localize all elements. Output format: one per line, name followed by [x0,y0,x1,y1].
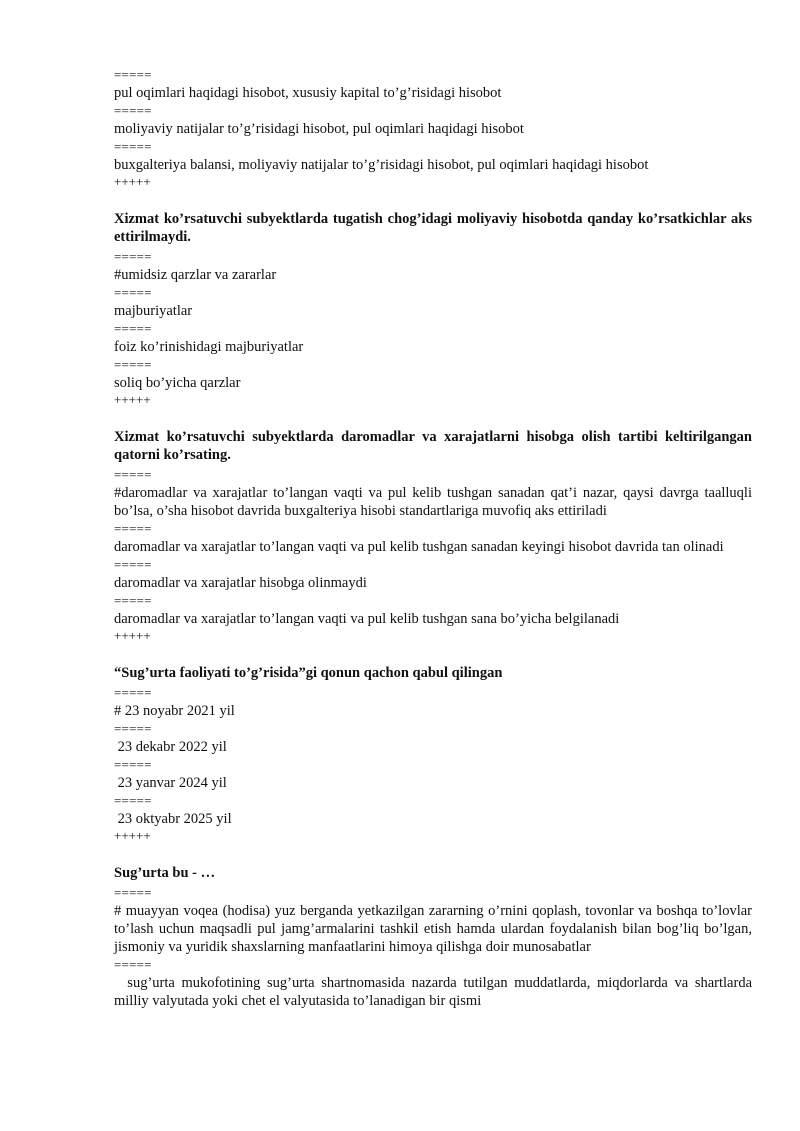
answer-option: daromadlar va xarajatlar hisobga olinmaydi [114,575,367,591]
option-separator: ===== [114,757,152,772]
answer-option: soliq bo’yicha qarzlar [114,375,241,391]
question-end-marker: +++++ [114,392,151,407]
question-end-marker: +++++ [114,628,151,643]
answer-option: #daromadlar va xarajatlar to’langan vaqti va pul kelib tushgan sanadan qat’i nazar, qaysi davrga taalluqli bo’lsa, o’sha hisobot davrida buxgalteriya hisobi standartlariga muvofiq aks ettiriladi [114,485,752,519]
answer-option: 23 dekabr 2022 yil [114,739,227,755]
option-separator: ===== [114,521,152,536]
question-end-marker: +++++ [114,174,151,189]
option-separator: ===== [114,557,152,572]
answer-option: buxgalteriya balansi, moliyaviy natijalar to’g’risidagi hisobot, pul oqimlari haqidagi hisobot [114,157,649,173]
answer-option: # muayyan voqea (hodisa) yuz berganda yetkazilgan zararning o’rnini qoplash, tovonlar va boshqa to’lovlar to’lash uchun maqsadli pul jamg’armalarini tashkil etish hamda ulardan foydalanish bilan bog’liq bo’lgan, jismoniy va yuridik shaxslarning manfaatlarini himoya qilishga doir munosabatlar [114,903,752,955]
option-separator: ===== [114,885,152,900]
question-block [114,428,752,644]
option-separator: ===== [114,249,152,264]
option-separator: ===== [114,321,152,336]
answer-option: majburiyatlar [114,303,193,319]
option-separator: ===== [114,285,152,300]
option-separator: ===== [114,685,152,700]
option-separator: ===== [114,103,152,118]
question-block [114,864,756,1010]
option-separator: ===== [114,721,152,736]
answer-option: 23 oktyabr 2025 yil [114,811,232,827]
answer-option: 23 yanvar 2024 yil [114,775,227,791]
option-separator: ===== [114,467,152,482]
option-separator: ===== [114,957,152,972]
question-text: “Sug’urta faoliyati to’g’risida”gi qonun qachon qabul qilingan [114,665,503,681]
option-separator: ===== [114,793,152,808]
answer-option: daromadlar va xarajatlar to’langan vaqti va pul kelib tushgan sana bo’yicha belgilanadi [114,611,620,627]
option-separator: ===== [114,67,152,82]
question-text: Xizmat ko’rsatuvchi subyektlarda tugatish chog’idagi moliyaviy hisobotda qanday ko’rsatkichlar aks ettirilmaydi. [114,211,752,245]
answer-option: moliyaviy natijalar to’g’risidagi hisobot, pul oqimlari haqidagi hisobot [114,121,524,137]
answer-option: pul oqimlari haqidagi hisobot, xususiy kapital to’g’risidagi hisobot [114,85,502,101]
option-separator: ===== [114,357,152,372]
question-block [114,66,752,190]
answer-option: daromadlar va xarajatlar to’langan vaqti va pul kelib tushgan sanadan keyingi hisobot davrida tan olinadi [114,539,724,555]
answer-option: sug’urta mukofotining sug’urta shartnomasida nazarda tutilgan muddatlarda, miqdorlarda va shartlarda milliy valyutada yoki chet el valyutasida to’lanadigan bir qismi [114,975,756,1009]
option-separator: ===== [114,593,152,608]
question-text: Xizmat ko’rsatuvchi subyektlarda daromadlar va xarajatlarni hisobga olish tartibi keltirilgangan qatorni ko’rsating. [114,429,752,463]
answer-option: # 23 noyabr 2021 yil [114,703,235,719]
question-text: Sug’urta bu - … [114,865,216,881]
answer-option: foiz ko’rinishidagi majburiyatlar [114,339,304,355]
question-end-marker: +++++ [114,828,151,843]
question-block [114,210,752,408]
question-block [114,664,752,844]
answer-option: #umidsiz qarzlar va zararlar [114,267,277,283]
test-content [114,66,756,1010]
option-separator: ===== [114,139,152,154]
